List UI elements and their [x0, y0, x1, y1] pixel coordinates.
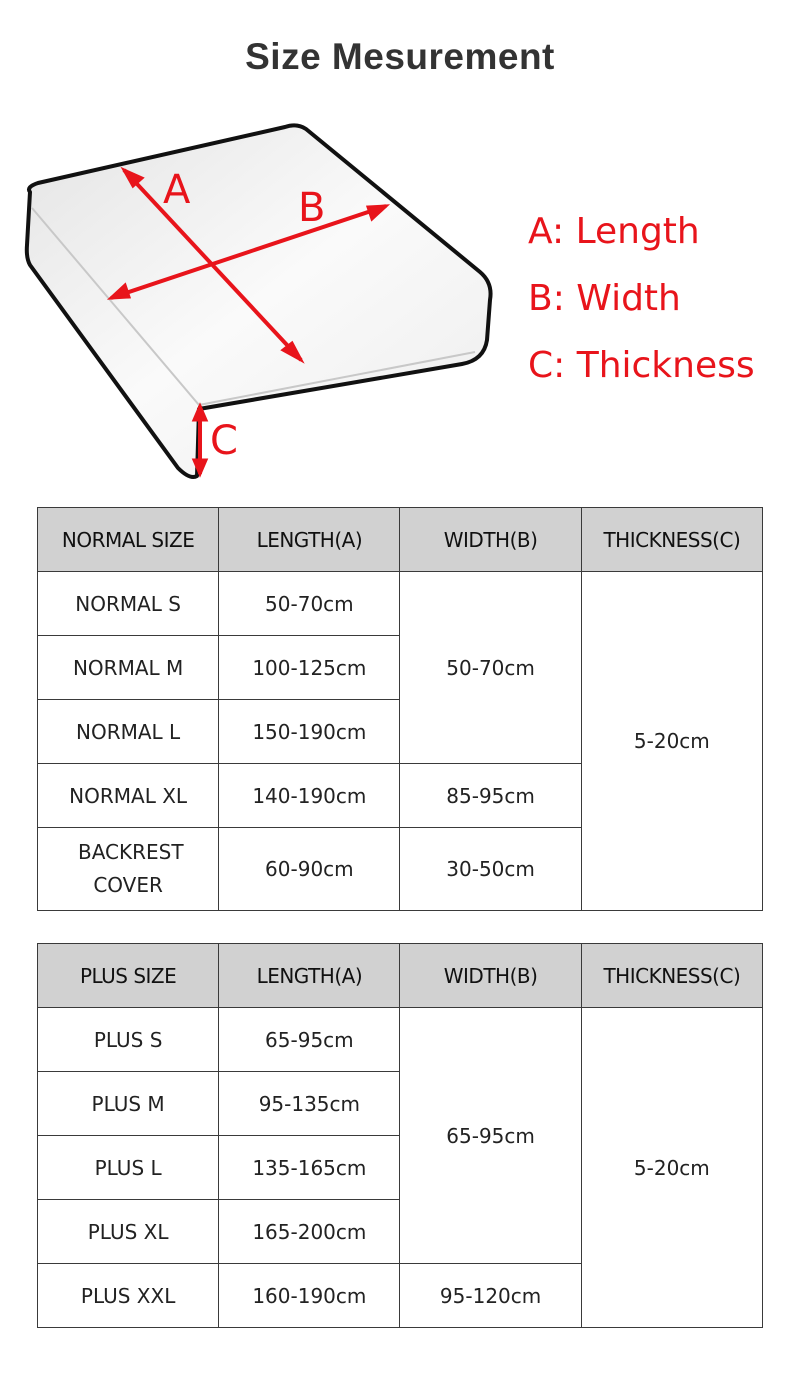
length-value: 165-200cm [219, 1200, 400, 1264]
header-size: NORMAL SIZE [38, 508, 219, 572]
diagram-label-a: A [163, 167, 191, 213]
page-title: Size Mesurement [245, 36, 555, 77]
length-value: 60-90cm [219, 828, 400, 911]
table-header-row [38, 508, 763, 572]
length-value: 95-135cm [219, 1072, 400, 1136]
cushion-diagram [0, 110, 520, 500]
legend-length: A: Length [528, 211, 700, 252]
size-name: PLUS XL [38, 1200, 219, 1264]
size-name: PLUS M [38, 1072, 219, 1136]
width-value: 95-120cm [400, 1264, 581, 1328]
size-name: PLUS L [38, 1136, 219, 1200]
size-name: NORMAL M [38, 636, 219, 700]
shared-width-value: 50-70cm [400, 572, 581, 764]
width-value: 30-50cm [400, 828, 581, 911]
size-name: NORMAL S [38, 572, 219, 636]
size-name: BACKREST COVER [38, 828, 219, 911]
header-thickness: THICKNESS(C) [581, 508, 762, 572]
length-value: 150-190cm [219, 700, 400, 764]
shared-width-value: 65-95cm [400, 1008, 581, 1264]
length-value: 140-190cm [219, 764, 400, 828]
normal-size-table [37, 507, 763, 911]
width-value: 85-95cm [400, 764, 581, 828]
header-length: LENGTH(A) [219, 944, 400, 1008]
header-width: WIDTH(B) [400, 944, 581, 1008]
length-value: 160-190cm [219, 1264, 400, 1328]
thickness-value: 5-20cm [581, 572, 762, 911]
length-value: 100-125cm [219, 636, 400, 700]
header-length: LENGTH(A) [219, 508, 400, 572]
plus-size-table [37, 943, 763, 1328]
table-row [38, 1008, 763, 1072]
legend-width: B: Width [528, 278, 681, 319]
diagram-label-c: C [210, 418, 238, 464]
header-thickness: THICKNESS(C) [581, 944, 762, 1008]
size-name: NORMAL L [38, 700, 219, 764]
length-value: 135-165cm [219, 1136, 400, 1200]
header-width: WIDTH(B) [400, 508, 581, 572]
length-value: 50-70cm [219, 572, 400, 636]
size-name: PLUS S [38, 1008, 219, 1072]
size-name: PLUS XXL [38, 1264, 219, 1328]
legend-thickness: C: Thickness [528, 345, 755, 386]
header-size: PLUS SIZE [38, 944, 219, 1008]
diagram-label-b: B [298, 185, 326, 231]
size-name: NORMAL XL [38, 764, 219, 828]
cushion-outline [27, 125, 491, 477]
dimension-legend [528, 208, 755, 409]
table-header-row [38, 944, 763, 1008]
thickness-value: 5-20cm [581, 1008, 762, 1328]
length-value: 65-95cm [219, 1008, 400, 1072]
table-row [38, 572, 763, 636]
